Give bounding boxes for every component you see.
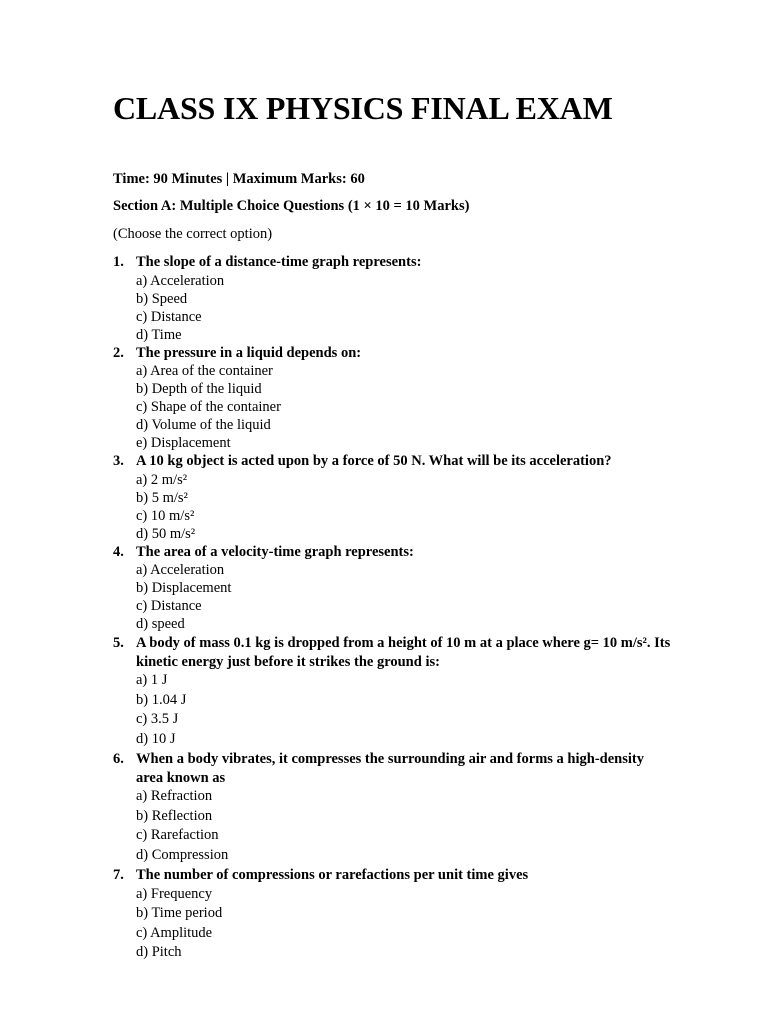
option-item: b) Speed [136, 290, 188, 307]
question-number: 3. [113, 453, 124, 469]
option-item: c) Distance [136, 308, 202, 325]
question-item [113, 344, 673, 453]
question-number: 6. [113, 751, 124, 767]
question-text: The number of compressions or rarefactions per unit time gives [136, 867, 529, 883]
option-item: a) 2 m/s² [136, 471, 188, 488]
option-item: a) 1 J [136, 672, 168, 688]
option-list [136, 272, 673, 344]
option-list [136, 671, 673, 749]
option-item: b) 1.04 J [136, 691, 187, 708]
option-item: c) Shape of the container [136, 399, 281, 415]
question-item [113, 543, 673, 634]
option-item: c) Rarefaction [136, 827, 219, 843]
option-item: d) Pitch [136, 944, 182, 960]
option-item: d) speed [136, 616, 185, 632]
question-number: 7. [113, 867, 124, 883]
option-item: d) Time [136, 326, 182, 343]
option-item: b) 5 m/s² [136, 489, 188, 506]
option-item: d) Volume of the liquid [136, 417, 271, 433]
question-number: 2. [113, 344, 124, 361]
option-item: d) Compression [136, 846, 229, 863]
question-text: The slope of a distance-time graph represents: [136, 254, 422, 270]
question-number: 1. [113, 254, 124, 270]
option-item: c) 10 m/s² [136, 507, 195, 524]
option-item: a) Refraction [136, 788, 213, 804]
question-item [113, 750, 673, 865]
option-item: b) Depth of the liquid [136, 381, 262, 397]
question-text: A body of mass 0.1 kg is dropped from a height of 10 m at a place where g= 10 m/s². Its kinetic energy just before it strikes the ground is: [136, 635, 671, 670]
question-text: The pressure in a liquid depends on: [136, 344, 362, 361]
question-item [113, 253, 673, 344]
option-item: d) 10 J [136, 730, 176, 747]
question-item [113, 866, 673, 963]
option-list [136, 362, 673, 452]
option-item: b) Reflection [136, 807, 213, 824]
exam-title: CLASS IX PHYSICS FINAL EXAM [113, 90, 613, 126]
question-text: When a body vibrates, it compresses the surrounding air and forms a high-density area known as [136, 751, 644, 786]
option-item: a) Acceleration [136, 272, 225, 289]
question-item [113, 452, 673, 543]
option-item: a) Frequency [136, 885, 213, 902]
question-item [113, 634, 673, 749]
option-item: b) Time period [136, 905, 223, 921]
option-item: e) Displacement [136, 435, 231, 451]
question-text: The area of a velocity-time graph represents: [136, 543, 414, 560]
option-item: c) Amplitude [136, 924, 213, 941]
question-number: 5. [113, 635, 124, 651]
option-item: c) 3.5 J [136, 711, 179, 727]
option-list [136, 471, 673, 543]
question-list [113, 253, 673, 963]
section-heading: Section A: Multiple Choice Questions (1 × 10 = 10 Marks) [113, 198, 470, 214]
option-list [136, 787, 673, 865]
option-list [136, 561, 673, 633]
time-and-marks: Time: 90 Minutes | Maximum Marks: 60 [113, 171, 365, 187]
option-item: b) Displacement [136, 580, 232, 596]
option-item: d) 50 m/s² [136, 525, 196, 542]
instruction-text: (Choose the correct option) [113, 226, 273, 242]
option-item: a) Acceleration [136, 562, 225, 578]
option-list [136, 885, 673, 963]
option-item: c) Distance [136, 598, 202, 614]
question-text: A 10 kg object is acted upon by a force of 50 N. What will be its acceleration? [136, 453, 612, 469]
question-number: 4. [113, 543, 124, 560]
option-item: a) Area of the container [136, 363, 273, 379]
